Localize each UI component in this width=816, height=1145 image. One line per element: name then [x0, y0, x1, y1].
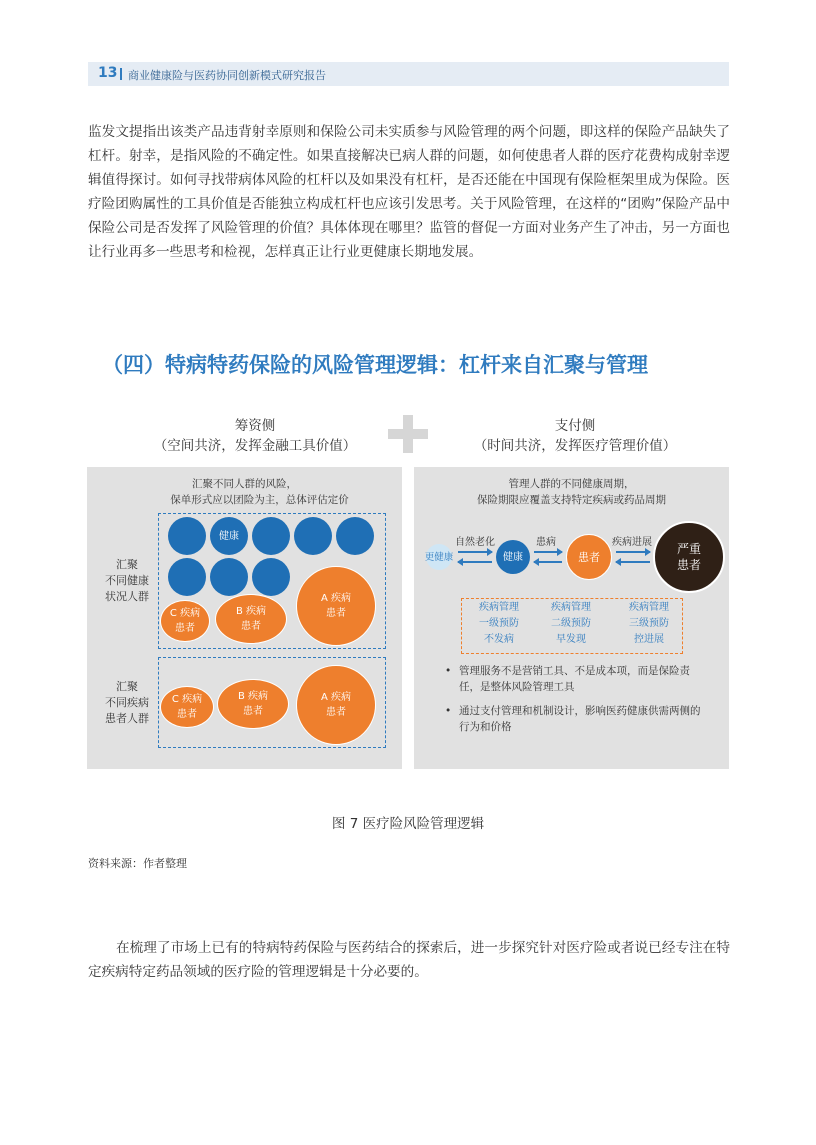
- bullet-item: [445, 663, 709, 695]
- aging-arrow-label: 自然老化: [455, 537, 495, 548]
- more-healthy-label: 更健康: [424, 551, 454, 563]
- right-panel: [414, 467, 729, 769]
- healthy-circle: [210, 517, 248, 555]
- healthy-circle: [168, 558, 206, 596]
- progress-arrow-right: [616, 549, 650, 555]
- bullet-item: [445, 703, 709, 735]
- healthy-circle: [294, 517, 332, 555]
- a-disease-circle: A 疾病 患者: [296, 566, 376, 646]
- aging-arrow-left: [458, 559, 492, 565]
- stage-secondary: 疾病管理 二级预防 早发现: [551, 602, 591, 645]
- bullet-text: 管理服务不是营销工具、不是成本项，而是保险责任，是整体风险管理工具: [459, 665, 690, 693]
- healthy-circle: [168, 517, 206, 555]
- patient-node: 患者: [566, 534, 612, 580]
- right-column-head: [430, 416, 720, 456]
- progress-arrow-left: [616, 559, 650, 565]
- healthy-circle: [336, 517, 374, 555]
- bullet-dot: •: [445, 705, 452, 717]
- c-disease-circle: C 疾病 患者: [160, 600, 210, 642]
- body-paragraph-1: 监发文提指出该类产品违背射幸原则和保险公司未实质参与风险管理的两个问题，即这样的保险产品缺失了杠杆。射幸，是指风险的不确定性。如果直接解决已病人群的问题，如何使患者人群的医疗花费构成射幸逻辑值得探讨。如何寻找带病体风险的杠杆以及如果没有杠杆，是否还能在中国现有保险框架里成为保险。医疗险团购属性的工具价值是否能独立构成杠杆也应该引发思考。关于风险管理，在这样的“团购”保险产品中保险公司是否发挥了风险管理的价值？具体体现在哪里？监管的督促一方面对业务产生了冲击，另一方面也让行业再多一些思考和检视，怎样真正让行业更健康长期地发展。: [88, 124, 730, 260]
- report-title: 商业健康险与医药协同创新模式研究报告: [128, 69, 326, 82]
- body-paragraph-2: 在梳理了市场上已有的特病特药保险与医药结合的探索后，进一步探究针对医疗险或者说已经专注在特定疾病特定药品领域的医疗险的管理逻辑是十分必要的。: [88, 940, 730, 980]
- group1-label: 汇聚 不同健康 状况人群: [105, 558, 149, 603]
- stage-primary: 疾病管理 一级预防 不发病: [479, 602, 519, 645]
- header-divider: [120, 68, 122, 80]
- healthy-circle: [252, 558, 290, 596]
- right-desc-line1: 管理人群的不同健康周期，: [508, 478, 635, 490]
- left-desc-line2: 保单形式应以团险为主，总体评估定价: [170, 494, 349, 506]
- left-head-line1: 筹资侧: [234, 418, 276, 434]
- right-head-line2: （时间共济，发挥医疗管理价值）: [473, 438, 677, 454]
- left-panel: [87, 467, 402, 769]
- page-header: [88, 62, 729, 86]
- more-healthy-node: [426, 544, 452, 570]
- left-column-head: [110, 416, 400, 456]
- figure-caption: 图 7 医疗险风险管理逻辑: [331, 816, 485, 832]
- progress-arrow-label: 疾病进展: [612, 537, 652, 548]
- a-disease-circle-2: A 疾病 患者: [296, 665, 376, 745]
- healthy-circle: [252, 517, 290, 555]
- healthy-node: 健康: [496, 540, 530, 574]
- c-disease-circle-2: C 疾病 患者: [160, 686, 214, 728]
- sick-arrow-right: [534, 549, 562, 555]
- figure-source: 资料来源：作者整理: [88, 857, 187, 870]
- b-disease-circle: B 疾病 患者: [215, 594, 287, 644]
- left-head-line2: （空间共济，发挥金融工具价值）: [153, 438, 357, 454]
- severe-patient-node: 严重 患者: [653, 521, 725, 593]
- plus-icon: [388, 415, 428, 453]
- aging-arrow-right: [458, 549, 492, 555]
- right-head-line1: 支付侧: [554, 418, 596, 434]
- healthy-circle: [210, 558, 248, 596]
- healthy-label: 健康: [219, 530, 239, 542]
- sick-arrow-left: [534, 559, 562, 565]
- left-desc-line1: 汇聚不同人群的风险，: [192, 478, 297, 490]
- right-desc-line2: 保险期限应覆盖支持特定疾病或药品周期: [477, 494, 666, 506]
- stage-tertiary: 疾病管理 三级预防 控进展: [629, 602, 669, 645]
- group2-label: 汇聚 不同疾病 患者人群: [105, 680, 149, 725]
- sick-arrow-label: 患病: [536, 537, 556, 548]
- bullet-dot: •: [445, 665, 452, 677]
- bullet-text: 通过支付管理和机制设计，影响医药健康供需两侧的行为和价格: [459, 705, 701, 733]
- section-title: （四）特病特药保险的风险管理逻辑：杠杆来自汇聚与管理: [102, 353, 648, 377]
- b-disease-circle-2: B 疾病 患者: [217, 679, 289, 729]
- page-number: 13: [98, 65, 118, 81]
